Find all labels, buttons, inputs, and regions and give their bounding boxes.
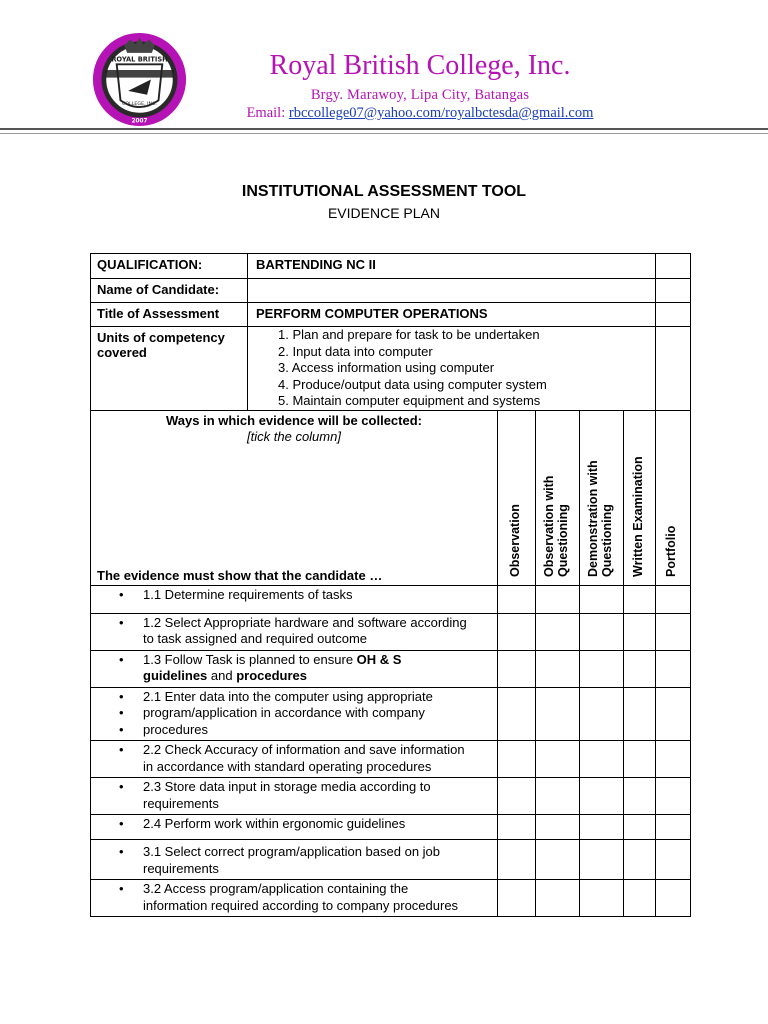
tick-cell[interactable] (580, 778, 624, 815)
tick-cell[interactable] (498, 840, 536, 880)
units-row (91, 327, 691, 411)
ways-subtitle: [tick the column] (247, 428, 341, 444)
units-list (248, 327, 655, 410)
assessment-title-row (91, 303, 691, 327)
tick-cell[interactable] (536, 815, 580, 840)
tick-cell[interactable] (580, 880, 624, 917)
tick-cell[interactable] (624, 815, 656, 840)
ways-cell (91, 410, 498, 585)
method-header-observation: Observation (498, 410, 536, 585)
tick-cell[interactable] (624, 585, 656, 613)
tick-cell[interactable] (536, 778, 580, 815)
unit-item: 3. Access information using computer (278, 360, 495, 375)
candidate-label: Name of Candidate: (91, 279, 248, 303)
units-list-cell (248, 327, 656, 411)
tick-cell[interactable] (536, 650, 580, 687)
tick-cell[interactable] (498, 880, 536, 917)
tick-cell[interactable] (536, 613, 580, 650)
assessment-title-label: Title of Assessment (91, 303, 248, 327)
unit-item: 4. Produce/output data using computer system (278, 376, 547, 392)
tick-cell[interactable] (498, 650, 536, 687)
document-title: INSTITUTIONAL ASSESSMENT TOOL (241, 183, 527, 200)
tick-cell[interactable] (624, 880, 656, 917)
document-subtitle: EVIDENCE PLAN (327, 205, 441, 221)
method-header-portfolio: Portfolio (656, 410, 691, 585)
tick-cell[interactable] (656, 840, 691, 880)
method-header-observation-questioning: Observation with Questioning (536, 410, 580, 585)
header-divider (0, 128, 768, 130)
criteria-row: • 1.3 Follow Task is planned to ensure OH & S guidelines and procedures (91, 650, 691, 687)
tick-cell[interactable] (536, 840, 580, 880)
email-link[interactable]: rbccollege07@yahoo.com/royalbctesda@gmail.com (288, 105, 594, 121)
tick-cell[interactable] (580, 840, 624, 880)
college-address: Brgy. Marawoy, Lipa City, Batangas (310, 87, 530, 103)
criteria-row: • 2.3 Store data input in storage media according to requirements (91, 778, 691, 815)
tick-cell[interactable] (498, 815, 536, 840)
criteria-row: • 2.1 Enter data into the computer using appropriate • program/application in accordance with company • procedures (91, 687, 691, 741)
evidence-plan-table (90, 253, 691, 917)
tick-cell[interactable] (624, 687, 656, 741)
tick-cell[interactable] (656, 650, 691, 687)
unit-item: 2. Input data into computer (278, 343, 433, 359)
criteria-row: • 1.2 Select Appropriate hardware and software according to task assigned and required outcome (91, 613, 691, 650)
qualification-row (91, 254, 691, 279)
tick-cell[interactable] (656, 613, 691, 650)
criteria-row: • 1.1 Determine requirements of tasks (91, 585, 691, 613)
unit-item: 1. Plan and prepare for task to be undertaken (278, 327, 540, 342)
college-logo (92, 32, 187, 127)
tick-cell[interactable] (498, 585, 536, 613)
qualification-value: BARTENDING NC II (248, 254, 656, 279)
criteria-row: • 2.4 Perform work within ergonomic guidelines (91, 815, 691, 840)
tick-cell[interactable] (656, 815, 691, 840)
tick-cell[interactable] (580, 613, 624, 650)
tick-cell[interactable] (624, 741, 656, 778)
college-name: Royal British College, Inc. (269, 50, 571, 81)
tick-cell[interactable] (536, 741, 580, 778)
tick-cell[interactable] (656, 778, 691, 815)
tick-cell[interactable] (536, 585, 580, 613)
tick-cell[interactable] (656, 585, 691, 613)
candidate-value-field[interactable] (248, 279, 656, 303)
logo-top-text: ROYAL BRITISH (111, 55, 168, 64)
tick-cell[interactable] (498, 687, 536, 741)
tick-cell[interactable] (624, 613, 656, 650)
email-label: Email: (246, 105, 286, 121)
unit-item: 5. Maintain computer equipment and systems (278, 393, 541, 408)
logo-bottom-text: COLLEGE, INC. (122, 102, 157, 108)
header-divider-thin (0, 133, 768, 134)
tick-cell[interactable] (580, 687, 624, 741)
tick-cell[interactable] (656, 741, 691, 778)
criteria-row: • 2.2 Check Accuracy of information and save information in accordance with standard operating procedures (91, 741, 691, 778)
tick-cell[interactable] (580, 815, 624, 840)
tick-cell[interactable] (498, 741, 536, 778)
tick-cell[interactable] (656, 880, 691, 917)
tick-cell[interactable] (536, 880, 580, 917)
logo-year: 2007 (131, 118, 148, 125)
method-header-demonstration-questioning: Demonstration with Questioning (580, 410, 624, 585)
assessment-title-value: PERFORM COMPUTER OPERATIONS (248, 303, 656, 327)
criteria-row: • 3.2 Access program/application containing the information required according to company procedures (91, 880, 691, 917)
criteria-row: • 3.1 Select correct program/application based on job requirements (91, 840, 691, 880)
evidence-intro: The evidence must show that the candidate … (97, 567, 383, 583)
tick-cell[interactable] (624, 840, 656, 880)
tick-cell[interactable] (536, 687, 580, 741)
methods-header-row (91, 410, 691, 585)
tick-cell[interactable] (580, 650, 624, 687)
qualification-label: QUALIFICATION: (91, 254, 248, 279)
units-label: Units of competency covered (91, 327, 248, 411)
tick-cell[interactable] (580, 741, 624, 778)
tick-cell[interactable] (624, 650, 656, 687)
tick-cell[interactable] (498, 613, 536, 650)
ways-title: Ways in which evidence will be collected: (166, 412, 422, 428)
tick-cell[interactable] (624, 778, 656, 815)
tick-cell[interactable] (656, 687, 691, 741)
tick-cell[interactable] (498, 778, 536, 815)
method-header-written-examination: Written Examination (624, 410, 656, 585)
tick-cell[interactable] (580, 585, 624, 613)
candidate-row (91, 279, 691, 303)
college-email-line (190, 105, 650, 122)
